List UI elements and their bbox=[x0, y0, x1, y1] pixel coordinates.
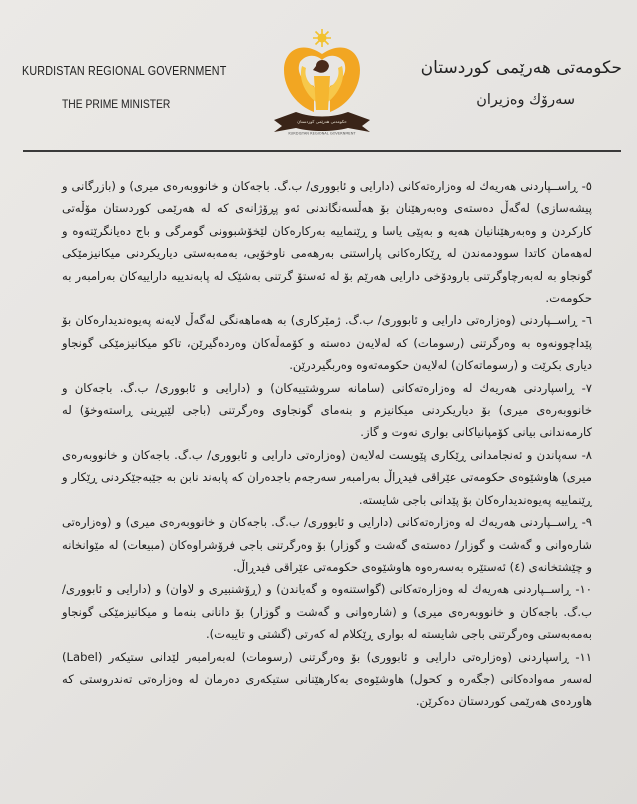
paragraph-5: ٥- ڕاســپاردنی هەریەك لە وەزارەتەکانی (دارایی و ئابووری/ ب.گ. باجەکان و خانووبەرەی میری) و (بازرگانی و پیشەسازی) لەگەڵ دەستەی وەبەرهێنان بۆ هەڵسەنگاندنی ئەو پڕۆژانەی کە لە هەرێمی کوردستان مۆڵەتی کارکردن و وەبەرهێنانیان هەیە و بەپێی یاسا و ڕێنماییە بەرکارەکان لێخۆشبوونی گومرگی و باج دەیانگرێتەوە و لەهەمان کاتدا سوودمەندن لە ڕێکارەکانی پاراستنی بەرهەمی ناوخۆیی، بەمەبەستی دیاریکردنی میکانیزمێکی گونجاو بە لەبەرچاوگرتنی بارودۆخی دارایی هەرێم بۆ لە ئەستۆ گرتنی بەشێک لە پابەندییە داراییەکان بەرامبەر بە حکومەت. bbox=[62, 179, 592, 306]
paragraph-9: ٩- ڕاســپاردنی هەریەك لە وەزارەتەکانی (دارایی و ئابووری/ ب.گ. باجەکان و خانووبەرەی میری) و (وەزارەتی شارەوانی و گەشت و گوزار/ دەستەی گەشت و گوزار) بۆ وەرگرتنی باجی فرۆشراوەکان (مبیعات) لە مێوانخانە و چێشتخانەی (٤) ئەستێرە بەسەرەوە هاوشێوەی حکومەتی عێراقی فیدڕاڵ. bbox=[62, 515, 592, 574]
svg-text:حکومەتی هەرێمی کوردستان: حکومەتی هەرێمی کوردستان bbox=[297, 119, 347, 124]
header-divider bbox=[23, 150, 621, 152]
english-government-title: KURDISTAN REGIONAL GOVERNMENT bbox=[22, 64, 227, 78]
paragraph-10: ١٠- ڕاســپاردنی هەریەك لە وەزارەتەکانی (گواستنەوە و گەیاندن) و (ڕۆشنبیری و لاوان) و (دارایی و ئابووری/ ب.گ. باجەکان و خانووبەرەی میری) و (شارەوانی و گەشت و گوزار) بۆ دانانی بنەما و میکانیزمێکی گونجاو بەمەبەستی وەرگرتنی باجی شایستە لە بواری ڕێکلام لە کەرتی (گشتی و تایبەت). bbox=[62, 582, 592, 642]
svg-text:KURDISTAN REGIONAL GOVERNMENT: KURDISTAN REGIONAL GOVERNMENT bbox=[288, 131, 356, 136]
paragraph-7: ٧- ڕاسپاردنی هەریەك لە وەزارەتەکانی (سامانە سروشتییەکان) و (دارایی و ئابووری/ ب.گ. باجەکان و خانووبەرەی میری) بۆ دیاریکردنی میکانیزم و بنەمای گونجاوی وەرگرتنی (باجی لێبڕینی ڕاستەوخۆ) لە کارمەندانی بیانی کۆمپانیاکانی بواری نەوت و گاز. bbox=[62, 380, 592, 440]
krg-emblem-icon bbox=[262, 26, 382, 136]
english-office-subtitle: THE PRIME MINISTER bbox=[62, 97, 171, 111]
paragraph-6: ٦- ڕاســپاردنی (وەزارەتی دارایی و ئابووری/ ب.گ. ژمێرکاری) بە هەماهەنگی لەگەڵ لایەنە پەیوەندیدارەکان بۆ پێداچوونەوە بە وەرگرتنی (رسومات) کە لەلایەن دەستە و کۆمەڵەکان وەردەگیرێن، تاکو میکانیزمێکی گونجاو دیاری بکرێت و (رسوماتەکان) لەلایەن حکومەتەوە وەربگیردرێن. bbox=[62, 313, 592, 373]
paragraph-8: ٨- سەپاندن و ئەنجامدانی ڕێکاری پێویست لەلایەن (وەزارەتی دارایی و ئابووری/ ب.گ. باجەکان و خانووبەرەی میری) هاوشێوەی حکومەتی عێراقی فیدڕاڵ بەرامبەر سەرجەم باجدەران کە پابەند نابن بە جێبەجێکردنی ڕێکار و ڕێنماییە پەیوەندیدارەکان بۆ پێدانی باجی شایستە. bbox=[62, 447, 592, 507]
kurdish-government-title: حکومەتی هەرێمی کوردستان bbox=[420, 58, 622, 78]
paragraph-11: ١١- ڕاسپاردنی (وەزارەتی دارایی و ئابووری) بۆ وەرگرتنی (رسومات) لەبەرامبەر لێدانی ستیکەر (Label) لەسەر مەوادەکانی (جگەرە و کحول) هاوشێوەی بەکارهێنانی ستیکەری دەرمان لە وەزارەتی تەندروستی کە هاوردەی هەرێمی کوردستان دەکرێن. bbox=[62, 649, 592, 709]
letterhead bbox=[0, 0, 637, 160]
document-body bbox=[62, 175, 592, 713]
kurdish-office-subtitle: سەرۆك وەزیران bbox=[476, 92, 575, 108]
